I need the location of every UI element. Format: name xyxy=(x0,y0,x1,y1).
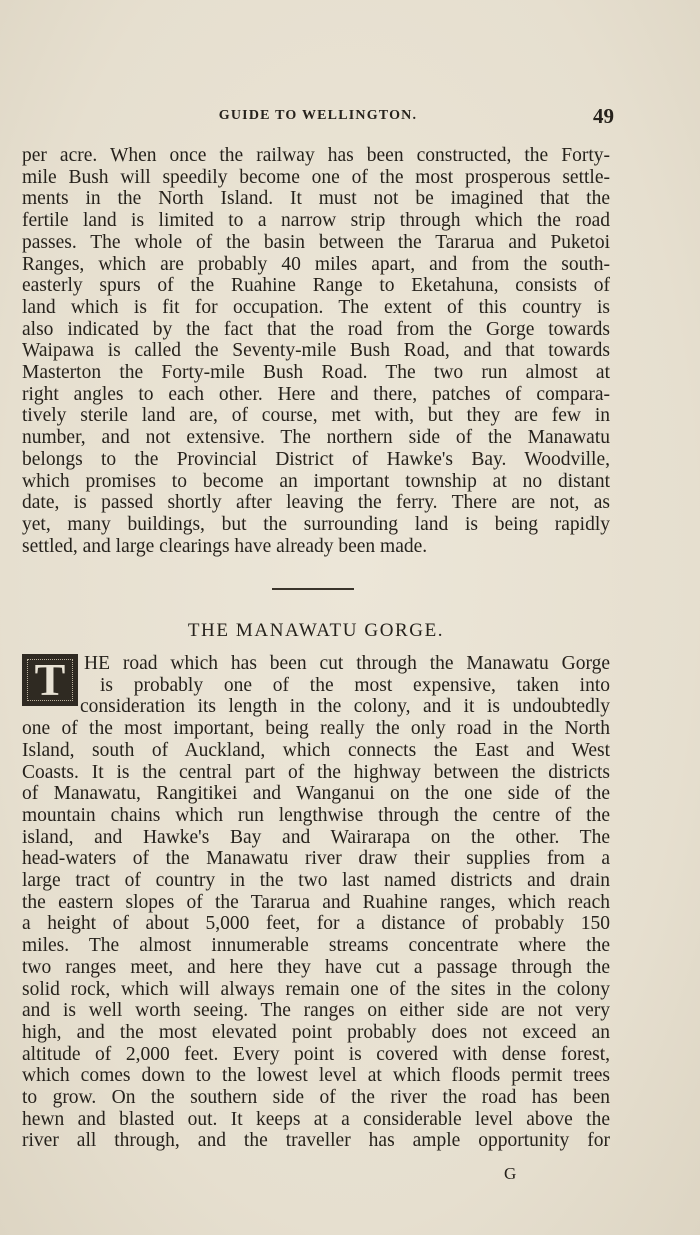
text-line: fertile land is limited to a narrow strip through which the road xyxy=(22,210,610,232)
text-line: is probably one of the most expensive, taken into xyxy=(100,674,610,696)
text-line: which comes down to the lowest level at which floods permit trees xyxy=(22,1065,610,1087)
section-title: THE MANAWATU GORGE. xyxy=(187,620,445,641)
text-line: yet, many buildings, but the surrounding land is being rapidly xyxy=(22,513,610,535)
text-line: number, and not extensive. The northern side of the Manawatu xyxy=(22,427,610,449)
text-line: settled, and large clearings have already been made. xyxy=(22,535,428,557)
text-line: Island, south of Auckland, which connects the East and West xyxy=(22,739,610,761)
drop-cap-letter: T xyxy=(34,654,66,705)
text-line: which promises to become an important township at no distant xyxy=(22,470,610,492)
text-line: hewn and blasted out. It keeps at a considerable level above the xyxy=(22,1108,610,1130)
text-line: high, and the most elevated point probably does not exceed an xyxy=(22,1021,610,1043)
running-head xyxy=(22,104,614,130)
text-line: also indicated by the fact that the road from the Gorge towards xyxy=(22,318,610,340)
text-line: river all through, and the traveller has ample opportunity for xyxy=(22,1130,610,1152)
text-line: mountain chains which run lengthwise through the centre of the xyxy=(22,804,610,826)
signature-mark: G xyxy=(504,1164,517,1183)
text-line: passes. The whole of the basin between the Tararua and Puketoi xyxy=(22,231,610,253)
text-line: HE road which has been cut through the Manawatu Gorge xyxy=(84,653,610,674)
text-line: solid rock, which will always remain one of the sites in the colony xyxy=(22,978,610,1000)
running-title: GUIDE TO WELLINGTON. xyxy=(218,108,418,123)
paragraph-forty-mile-bush xyxy=(22,145,610,557)
text-line: land which is fit for occupation. The extent of this country is xyxy=(22,296,610,318)
text-line: to grow. On the southern side of the river the road has been xyxy=(22,1087,610,1109)
text-line: consideration its length in the colony, and it is undoubtedly xyxy=(80,696,610,718)
text-line: island, and Hawke's Bay and Wairarapa on the other. The xyxy=(22,826,610,848)
text-line: date, is passed shortly after leaving the ferry. There are not, as xyxy=(22,492,610,514)
section-divider xyxy=(272,588,354,590)
text-line: head-waters of the Manawatu river draw their supplies from a xyxy=(22,848,610,870)
text-line: two ranges meet, and here they have cut a passage through the xyxy=(22,956,610,978)
text-line: large tract of country in the two last named districts and drain xyxy=(22,870,610,892)
text-line: and is well worth seeing. The ranges on either side are not very xyxy=(22,1000,610,1022)
text-line: miles. The almost innumerable streams concentrate where the xyxy=(22,935,610,957)
text-line: per acre. When once the railway has been constructed, the Forty- xyxy=(22,145,610,166)
text-line: one of the most important, being really the only road in the North xyxy=(22,718,610,740)
text-line: a height of about 5,000 feet, for a distance of probably 150 xyxy=(22,913,610,935)
text-line: the eastern slopes of the Tararua and Ruahine ranges, which reach xyxy=(22,891,610,913)
text-line: mile Bush will speedily become one of the most prosperous settle- xyxy=(22,166,610,188)
text-line: Masterton the Forty-mile Bush Road. The two run almost at xyxy=(22,362,610,384)
text-line: of Manawatu, Rangitikei and Wanganui on the one side of the xyxy=(22,783,610,805)
text-line: tively sterile land are, of course, met with, but they are few in xyxy=(22,405,610,427)
text-line: Coasts. It is the central part of the highway between the districts xyxy=(22,761,610,783)
text-line: ments in the North Island. It must not be imagined that the xyxy=(22,188,610,210)
text-line: altitude of 2,000 feet. Every point is covered with dense forest, xyxy=(22,1043,610,1065)
paragraph-manawatu-gorge xyxy=(22,653,610,1152)
text-line: Waipawa is called the Seventy-mile Bush Road, and that towards xyxy=(22,340,610,362)
text-line: right angles to each other. Here and there, patches of compara- xyxy=(22,383,610,405)
text-line: easterly spurs of the Ruahine Range to Eketahuna, consists of xyxy=(22,275,610,297)
text-line: Ranges, which are probably 40 miles apart, and from the south- xyxy=(22,253,610,275)
text-line: belongs to the Provincial District of Hawke's Bay. Woodville, xyxy=(22,448,610,470)
page-number: 49 xyxy=(593,104,614,128)
